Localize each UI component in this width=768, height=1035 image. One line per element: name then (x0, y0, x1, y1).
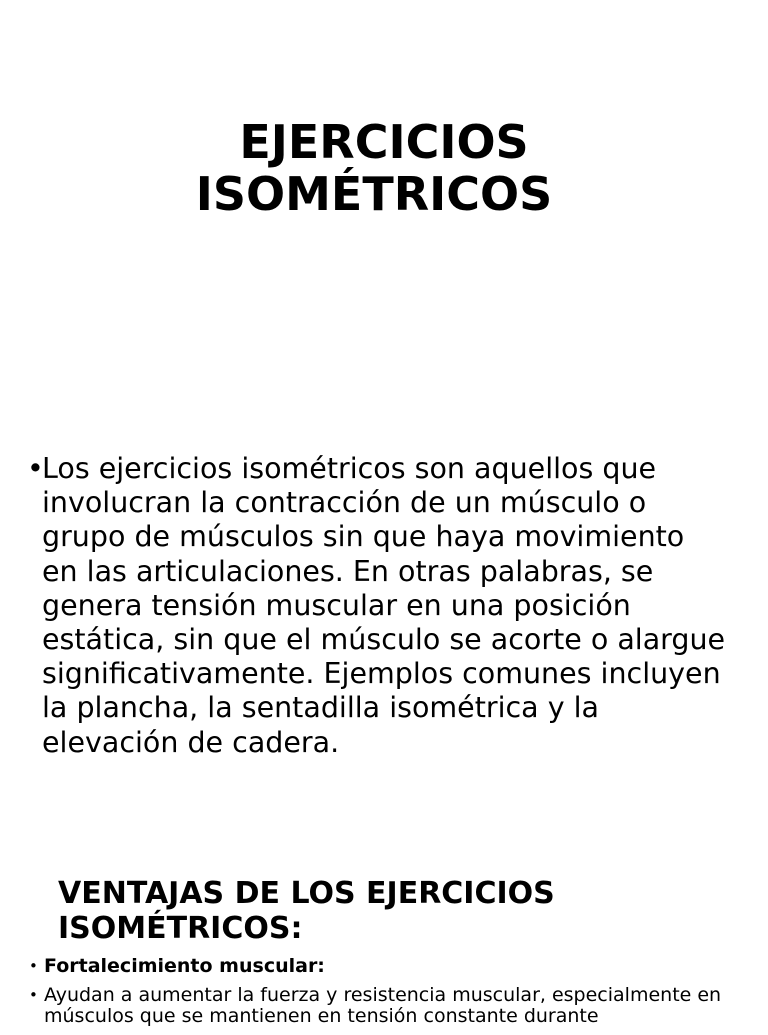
advantages-list (29, 956, 739, 1035)
list-bullet: • (29, 986, 38, 1004)
list-item-text: Fortalecimiento muscular: (44, 955, 325, 977)
intro-text: Los ejercicios isométricos son aquellos que involucran la contracción de un músculo o grupo de músculos sin que haya movimiento en las articulaciones. En otras palabras, se genera tensión muscular en una posición estática, sin que el músculo se acorte o alargue significativamente. Ejemplos comunes incluyen la plancha, la sentadilla isométrica y la elevación de cadera. (42, 452, 726, 759)
intro-bullet: • (27, 452, 44, 485)
page-title-line-2: ISOMÉTRICOS (195, 167, 553, 221)
page-title (0, 116, 768, 220)
list-item (29, 985, 739, 1027)
list-item-text: Ayudan a aumentar la fuerza y resistencia muscular, especialmente en músculos que se mantienen en tensión constante durante (44, 984, 722, 1027)
page-title-line-1: EJERCICIOS (239, 115, 529, 169)
list-item (29, 956, 739, 977)
section-heading: VENTAJAS DE LOS EJERCICIOS ISOMÉTRICOS: (58, 876, 555, 946)
list-bullet: • (29, 957, 38, 975)
intro-paragraph (27, 452, 727, 760)
